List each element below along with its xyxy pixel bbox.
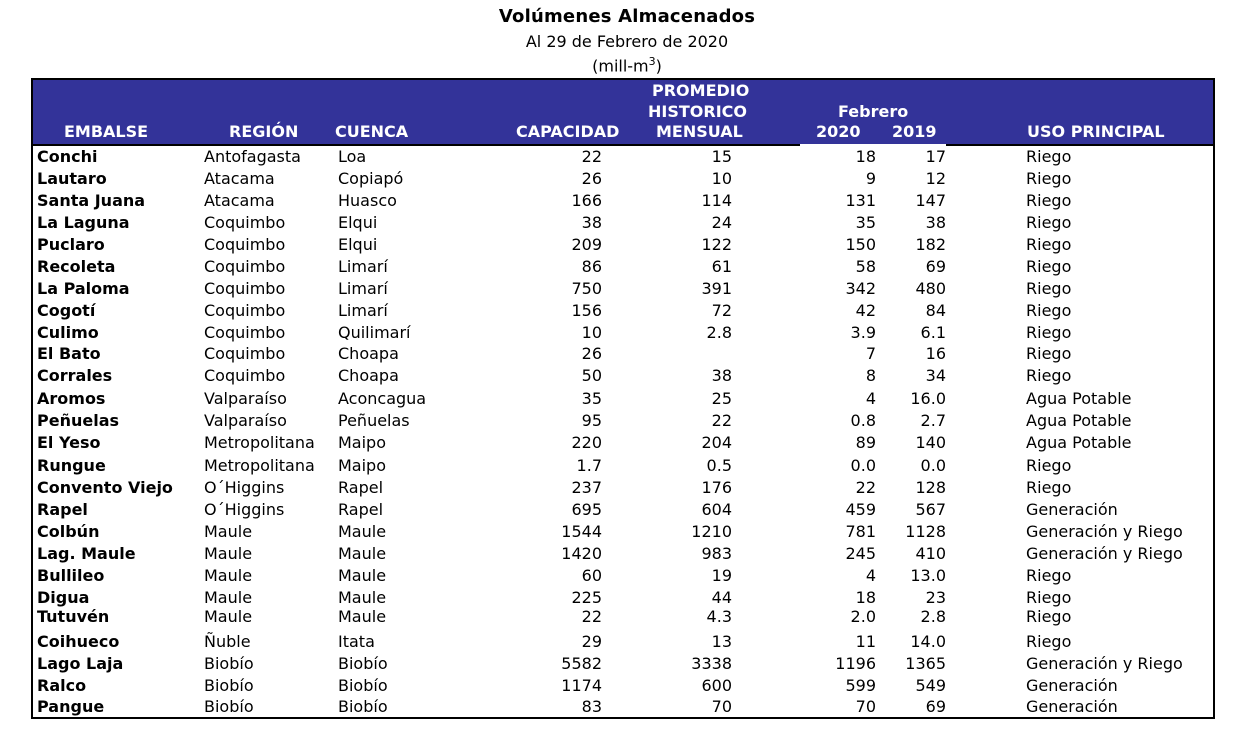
- table-row: [0, 653, 1254, 675]
- cell-embalse: Santa Juana: [37, 191, 146, 210]
- cell-cuenca: Biobío: [338, 697, 388, 716]
- cell-region: O´Higgins: [204, 500, 285, 519]
- cell-cuenca: Maule: [338, 522, 387, 541]
- cell-promedio: 3338: [691, 654, 732, 673]
- cell-capacidad: 209: [571, 235, 602, 254]
- cell-v2020: 8: [865, 366, 876, 385]
- cell-uso: Agua Potable: [1026, 389, 1132, 408]
- cell-v2020: 70: [855, 697, 876, 716]
- cell-capacidad: 60: [581, 566, 602, 585]
- table-row: [0, 343, 1254, 365]
- cell-v2019: 140: [915, 433, 946, 452]
- cell-uso: Generación y Riego: [1026, 522, 1183, 541]
- cell-uso: Riego: [1026, 279, 1072, 298]
- cell-uso: Riego: [1026, 366, 1072, 385]
- cell-v2020: 7: [865, 344, 876, 363]
- table-row: [0, 146, 1254, 168]
- cell-region: Ñuble: [204, 632, 251, 651]
- cell-embalse: Peñuelas: [37, 411, 120, 430]
- table-row: [0, 168, 1254, 190]
- cell-capacidad: 83: [581, 697, 602, 716]
- table-row: [0, 455, 1254, 477]
- cell-capacidad: 29: [581, 632, 602, 651]
- cell-promedio: 122: [701, 235, 732, 254]
- cell-capacidad: 50: [581, 366, 602, 385]
- cell-uso: Riego: [1026, 588, 1072, 607]
- cell-cuenca: Copiapó: [338, 169, 404, 188]
- table-row: [0, 606, 1254, 628]
- page-subtitle: Al 29 de Febrero de 2020: [525, 32, 729, 51]
- cell-promedio: 15: [711, 147, 732, 166]
- cell-embalse: Rungue: [37, 456, 106, 475]
- table-row: [0, 388, 1254, 410]
- cell-cuenca: Itata: [338, 632, 375, 651]
- cell-embalse: El Bato: [37, 344, 101, 363]
- cell-v2020: 18: [855, 588, 876, 607]
- header-2020: 2020: [816, 122, 861, 141]
- cell-promedio: 600: [701, 676, 732, 695]
- cell-promedio: 114: [701, 191, 732, 210]
- cell-cuenca: Elqui: [338, 213, 378, 232]
- cell-promedio: 70: [711, 697, 732, 716]
- cell-v2019: 410: [915, 544, 946, 563]
- cell-v2019: 69: [925, 697, 946, 716]
- cell-uso: Riego: [1026, 566, 1072, 585]
- cell-promedio: 25: [711, 389, 732, 408]
- cell-region: Coquimbo: [204, 301, 286, 320]
- cell-v2020: 245: [845, 544, 876, 563]
- cell-v2020: 781: [845, 522, 876, 541]
- cell-promedio: 19: [711, 566, 732, 585]
- cell-embalse: Rapel: [37, 500, 88, 519]
- cell-v2020: 89: [855, 433, 876, 452]
- cell-v2020: 3.9: [850, 323, 876, 342]
- header-febrero: Febrero: [838, 102, 909, 121]
- cell-v2020: 42: [855, 301, 876, 320]
- cell-v2019: 69: [925, 257, 946, 276]
- table-row: [0, 190, 1254, 212]
- cell-promedio: 0.5: [706, 456, 732, 475]
- cell-uso: Riego: [1026, 456, 1072, 475]
- table-row: [0, 696, 1254, 718]
- cell-v2019: 13.0: [910, 566, 946, 585]
- cell-cuenca: Maule: [338, 588, 387, 607]
- cell-promedio: 604: [701, 500, 732, 519]
- cell-promedio: 2.8: [706, 323, 732, 342]
- cell-cuenca: Limarí: [338, 279, 388, 298]
- cell-capacidad: 38: [581, 213, 602, 232]
- table-row: [0, 365, 1254, 387]
- cell-embalse: Ralco: [37, 676, 87, 695]
- cell-v2019: 23: [925, 588, 946, 607]
- cell-region: Antofagasta: [204, 147, 301, 166]
- cell-uso: Riego: [1026, 191, 1072, 210]
- cell-v2019: 2.8: [920, 607, 946, 626]
- cell-v2020: 11: [855, 632, 876, 651]
- cell-capacidad: 225: [571, 588, 602, 607]
- cell-cuenca: Rapel: [338, 478, 384, 497]
- cell-embalse: Aromos: [37, 389, 106, 408]
- cell-uso: Riego: [1026, 235, 1072, 254]
- cell-uso: Generación: [1026, 500, 1118, 519]
- cell-region: Atacama: [204, 169, 275, 188]
- cell-promedio: 22: [711, 411, 732, 430]
- cell-promedio: 391: [701, 279, 732, 298]
- cell-v2019: 38: [925, 213, 946, 232]
- cell-region: Valparaíso: [204, 389, 287, 408]
- units-label: [0, 55, 1254, 75]
- units-close: ): [655, 56, 662, 76]
- cell-promedio: 44: [711, 588, 732, 607]
- header-embalse: EMBALSE: [64, 122, 149, 141]
- units-exponent: 3: [648, 55, 656, 68]
- table-row: [0, 234, 1254, 256]
- cell-cuenca: Maipo: [338, 456, 386, 475]
- cell-v2019: 480: [915, 279, 946, 298]
- cell-region: Biobío: [204, 654, 254, 673]
- cell-v2019: 16.0: [910, 389, 946, 408]
- cell-embalse: Puclaro: [37, 235, 105, 254]
- cell-region: Maule: [204, 522, 253, 541]
- cell-uso: Riego: [1026, 478, 1072, 497]
- cell-uso: Generación: [1026, 697, 1118, 716]
- cell-capacidad: 95: [581, 411, 602, 430]
- cell-region: Biobío: [204, 697, 254, 716]
- cell-cuenca: Maule: [338, 544, 387, 563]
- cell-uso: Riego: [1026, 323, 1072, 342]
- cell-cuenca: Choapa: [338, 366, 399, 385]
- cell-v2020: 35: [855, 213, 876, 232]
- table-row: [0, 300, 1254, 322]
- header-capacidad: CAPACIDAD: [516, 122, 620, 141]
- cell-uso: Riego: [1026, 301, 1072, 320]
- cell-region: Coquimbo: [204, 235, 286, 254]
- cell-region: Coquimbo: [204, 366, 286, 385]
- cell-cuenca: Biobío: [338, 654, 388, 673]
- cell-cuenca: Limarí: [338, 257, 388, 276]
- cell-embalse: Digua: [37, 588, 90, 607]
- cell-cuenca: Maipo: [338, 433, 386, 452]
- cell-promedio: 10: [711, 169, 732, 188]
- cell-v2019: 12: [925, 169, 946, 188]
- cell-cuenca: Maule: [338, 607, 387, 626]
- cell-capacidad: 5582: [561, 654, 602, 673]
- cell-promedio: 24: [711, 213, 732, 232]
- units-base: (mill-m: [592, 56, 649, 76]
- cell-v2020: 599: [845, 676, 876, 695]
- cell-v2019: 567: [915, 500, 946, 519]
- cell-embalse: La Laguna: [37, 213, 130, 232]
- cell-region: Atacama: [204, 191, 275, 210]
- cell-region: Coquimbo: [204, 323, 286, 342]
- header-region: REGIÓN: [229, 122, 299, 141]
- cell-embalse: Convento Viejo: [37, 478, 173, 497]
- table-row: [0, 499, 1254, 521]
- cell-region: Maule: [204, 588, 253, 607]
- cell-embalse: Coihueco: [37, 632, 120, 651]
- cell-v2020: 1196: [835, 654, 876, 673]
- header-cuenca: CUENCA: [335, 122, 409, 141]
- cell-cuenca: Huasco: [338, 191, 397, 210]
- cell-capacidad: 35: [581, 389, 602, 408]
- cell-region: Maule: [204, 544, 253, 563]
- cell-uso: Riego: [1026, 607, 1072, 626]
- cell-uso: Riego: [1026, 147, 1072, 166]
- table-row: [0, 410, 1254, 432]
- table-row: [0, 631, 1254, 653]
- cell-v2019: 14.0: [910, 632, 946, 651]
- table-row: [0, 432, 1254, 454]
- header-promedio: PROMEDIO: [652, 81, 750, 100]
- cell-region: Coquimbo: [204, 344, 286, 363]
- cell-region: Maule: [204, 607, 253, 626]
- cell-uso: Riego: [1026, 344, 1072, 363]
- cell-cuenca: Loa: [338, 147, 367, 166]
- cell-embalse: Pangue: [37, 697, 105, 716]
- cell-v2019: 128: [915, 478, 946, 497]
- cell-region: Coquimbo: [204, 257, 286, 276]
- table-row: [0, 565, 1254, 587]
- cell-region: Metropolitana: [204, 433, 315, 452]
- cell-embalse: Tutuvén: [37, 607, 110, 626]
- cell-region: Coquimbo: [204, 279, 286, 298]
- cell-promedio: 13: [711, 632, 732, 651]
- cell-uso: Riego: [1026, 169, 1072, 188]
- cell-uso: Agua Potable: [1026, 433, 1132, 452]
- cell-cuenca: Biobío: [338, 676, 388, 695]
- cell-region: Metropolitana: [204, 456, 315, 475]
- cell-capacidad: 10: [581, 323, 602, 342]
- table-row: [0, 675, 1254, 697]
- cell-v2020: 0.8: [850, 411, 876, 430]
- cell-v2020: 131: [845, 191, 876, 210]
- cell-v2020: 9: [865, 169, 876, 188]
- cell-embalse: Conchi: [37, 147, 98, 166]
- cell-v2019: 2.7: [920, 411, 946, 430]
- table-row: [0, 278, 1254, 300]
- cell-uso: Riego: [1026, 213, 1072, 232]
- cell-uso: Riego: [1026, 257, 1072, 276]
- table-row: [0, 256, 1254, 278]
- cell-cuenca: Aconcagua: [338, 389, 427, 408]
- cell-v2020: 58: [855, 257, 876, 276]
- table-row: [0, 212, 1254, 234]
- cell-uso: Generación: [1026, 676, 1118, 695]
- cell-promedio: 983: [701, 544, 732, 563]
- cell-embalse: Bullileo: [37, 566, 105, 585]
- cell-capacidad: 1.7: [576, 456, 602, 475]
- cell-region: Maule: [204, 566, 253, 585]
- cell-v2019: 16: [925, 344, 946, 363]
- cell-embalse: La Paloma: [37, 279, 130, 298]
- cell-v2019: 0.0: [920, 456, 946, 475]
- cell-capacidad: 237: [571, 478, 602, 497]
- cell-v2020: 4: [865, 566, 876, 585]
- cell-region: O´Higgins: [204, 478, 285, 497]
- cell-v2019: 1128: [905, 522, 946, 541]
- cell-capacidad: 22: [581, 607, 602, 626]
- cell-promedio: 1210: [691, 522, 732, 541]
- table-row: [0, 322, 1254, 344]
- cell-embalse: Lautaro: [37, 169, 107, 188]
- cell-cuenca: Maule: [338, 566, 387, 585]
- cell-v2019: 34: [925, 366, 946, 385]
- cell-promedio: 204: [701, 433, 732, 452]
- cell-uso: Riego: [1026, 632, 1072, 651]
- cell-embalse: Corrales: [37, 366, 113, 385]
- cell-v2019: 1365: [905, 654, 946, 673]
- cell-v2019: 147: [915, 191, 946, 210]
- cell-promedio: 61: [711, 257, 732, 276]
- cell-capacidad: 220: [571, 433, 602, 452]
- cell-capacidad: 22: [581, 147, 602, 166]
- cell-v2020: 342: [845, 279, 876, 298]
- cell-embalse: Lago Laja: [37, 654, 124, 673]
- page-title: Volúmenes Almacenados: [498, 6, 756, 27]
- cell-region: Coquimbo: [204, 213, 286, 232]
- cell-cuenca: Quilimarí: [338, 323, 411, 342]
- cell-uso: Generación y Riego: [1026, 544, 1183, 563]
- cell-v2020: 2.0: [850, 607, 876, 626]
- cell-capacidad: 156: [571, 301, 602, 320]
- cell-promedio: 4.3: [706, 607, 732, 626]
- cell-v2020: 0.0: [850, 456, 876, 475]
- cell-capacidad: 695: [571, 500, 602, 519]
- cell-capacidad: 26: [581, 169, 602, 188]
- cell-cuenca: Limarí: [338, 301, 388, 320]
- cell-cuenca: Elqui: [338, 235, 378, 254]
- cell-v2019: 6.1: [920, 323, 946, 342]
- cell-promedio: 72: [711, 301, 732, 320]
- cell-embalse: Culimo: [37, 323, 99, 342]
- cell-embalse: Recoleta: [37, 257, 116, 276]
- cell-uso: Agua Potable: [1026, 411, 1132, 430]
- cell-v2019: 17: [925, 147, 946, 166]
- cell-v2020: 4: [865, 389, 876, 408]
- cell-uso: Generación y Riego: [1026, 654, 1183, 673]
- cell-embalse: El Yeso: [37, 433, 101, 452]
- header-uso: USO PRINCIPAL: [1027, 122, 1165, 141]
- cell-v2020: 22: [855, 478, 876, 497]
- cell-region: Valparaíso: [204, 411, 287, 430]
- cell-v2020: 459: [845, 500, 876, 519]
- cell-capacidad: 750: [571, 279, 602, 298]
- header-historico: HISTORICO: [648, 102, 747, 121]
- cell-v2019: 182: [915, 235, 946, 254]
- cell-capacidad: 1420: [561, 544, 602, 563]
- cell-v2019: 549: [915, 676, 946, 695]
- table-row: [0, 543, 1254, 565]
- cell-capacidad: 166: [571, 191, 602, 210]
- cell-cuenca: Rapel: [338, 500, 384, 519]
- cell-cuenca: Choapa: [338, 344, 399, 363]
- table-row: [0, 477, 1254, 499]
- cell-region: Biobío: [204, 676, 254, 695]
- cell-embalse: Cogotí: [37, 301, 96, 320]
- cell-capacidad: 26: [581, 344, 602, 363]
- cell-v2020: 150: [845, 235, 876, 254]
- cell-capacidad: 86: [581, 257, 602, 276]
- header-2019: 2019: [892, 122, 937, 141]
- cell-embalse: Colbún: [37, 522, 100, 541]
- cell-capacidad: 1174: [561, 676, 602, 695]
- cell-promedio: 176: [701, 478, 732, 497]
- header-mensual: MENSUAL: [656, 122, 743, 141]
- cell-cuenca: Peñuelas: [338, 411, 410, 430]
- cell-v2020: 18: [855, 147, 876, 166]
- cell-capacidad: 1544: [561, 522, 602, 541]
- cell-embalse: Lag. Maule: [37, 544, 136, 563]
- cell-promedio: 38: [711, 366, 732, 385]
- table-row: [0, 521, 1254, 543]
- cell-v2019: 84: [925, 301, 946, 320]
